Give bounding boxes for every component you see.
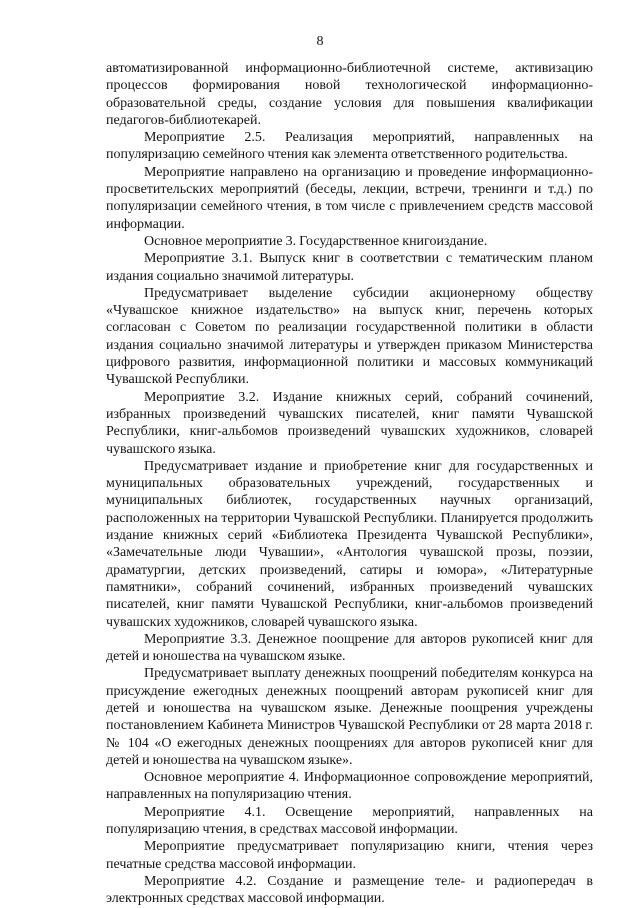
paragraph: Мероприятие 3.3. Денежное поощрение для авторов рукописей книг для детей и юношества на чувашском языке. bbox=[106, 631, 593, 665]
paragraph: автоматизированной информационно-библиотечной системе, активизацию процессов формирования новой технологической информационно-образовательной среды, создание условия для повышения квалификации педагогов-библиотекарей. bbox=[106, 61, 593, 128]
paragraph: Предусматривает издание и приобретение книг для государственных и муниципальных образовательных учреждений, государственных и муниципальных библиотек, государственных научных организаций, расположенных на территории Чувашской Республики. Планируется продолжить издание книжных серий «Библиотека Президента Чувашской Республики», «Замечательные люди Чувашии», «Антология чувашской прозы, поэзии, драматургии, детских произведений, сатиры и юмора», «Литературные памятники», собраний сочинений, избранных произведений чувашских писателей, книг памяти Чувашской Республики, книг-альбомов произведений чувашских художников, словарей чувашского языка. bbox=[106, 458, 593, 630]
paragraph: Основное мероприятие 4. Информационное сопровождение мероприятий, направленных на популяризацию чтения. bbox=[106, 770, 593, 803]
paragraph: Мероприятие 4.1. Освещение мероприятий, направленных на популяризацию чтения, в средствах массовой информации. bbox=[106, 804, 593, 838]
paragraph: Предусматривает выплату денежных поощрений победителям конкурса на присуждение ежегодных денежных поощрений авторам рукописей книг для детей и юношества на чувашском языке. Денежные поощрения учреждены постановлением Кабинета Министров Чувашской Республики от 28 марта 2018 г. № 104 «О ежегодных денежных поощрениях для авторов рукописей книг для детей и юношества на чувашском языке». bbox=[106, 666, 593, 768]
paragraph: Предусматривает выделение субсидии акционерному обществу «Чувашское книжное издательство» на выпуск книг, перечень которых согласован с Советом по реализации государственной политики в области издания социально значимой литературы и утвержден приказом Министерства цифрового развития, информационной политики и массовых коммуникаций Чувашской Республики. bbox=[106, 285, 593, 388]
document-body bbox=[106, 60, 593, 908]
paragraph: Мероприятие 3.2. Издание книжных серий, собраний сочинений, избранных произведений чувашских писателей, книг памяти Чувашской Республики, книг-альбомов произведений чувашских художников, словарей чувашского языка. bbox=[106, 389, 593, 457]
paragraph: Мероприятие 2.5. Реализация мероприятий, направленных на популяризацию семейного чтения как элемента ответственного родительства. bbox=[106, 130, 593, 163]
paragraph: Мероприятие направлено на организацию и проведение информационно-просветительских мероприятий (беседы, лекции, встречи, тренинги и т.д.) по популяризации семейного чтения, в том числе с привлечением средств массовой информации. bbox=[106, 164, 593, 232]
paragraph: Основное мероприятие 3. Государственное книгоиздание. bbox=[144, 233, 488, 249]
paragraph: Мероприятие 4.2. Создание и размещение теле- и радиопередач в электронных средствах массовой информации. bbox=[106, 873, 593, 907]
paragraph: Мероприятие 3.1. Выпуск книг в соответствии с тематическим планом издания социально значимой литературы. bbox=[106, 251, 593, 284]
page-number: 8 bbox=[316, 34, 324, 49]
paragraph: Мероприятие предусматривает популяризацию книги, чтения через печатные средства массовой информации. bbox=[106, 839, 593, 872]
